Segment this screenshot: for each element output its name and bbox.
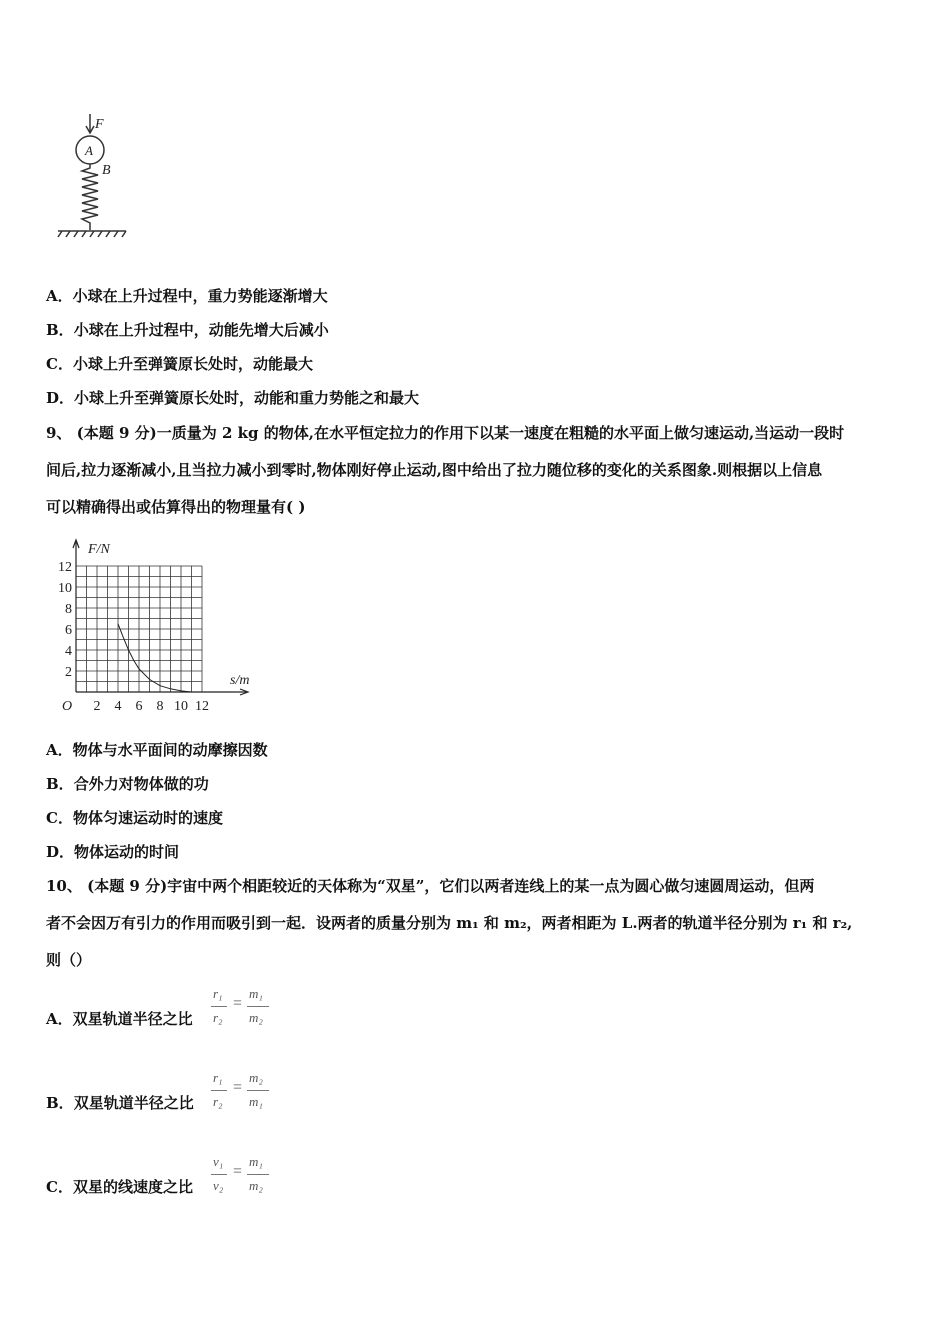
- q9-option-a[interactable]: [46, 740, 268, 760]
- q9-option-c[interactable]: [46, 808, 223, 828]
- formula-equals: =: [233, 1163, 243, 1180]
- y-tick-label: 12: [58, 560, 72, 575]
- formula-equals: =: [233, 995, 243, 1012]
- option-text: 双星轨道半径之比: [72, 1010, 193, 1028]
- option-letter: C．: [46, 1178, 73, 1196]
- q9-option-b[interactable]: [46, 774, 209, 794]
- y-tick-label: 6: [65, 623, 72, 638]
- formula-denominator-right: m₁: [249, 1094, 263, 1109]
- option-letter: D．: [46, 843, 75, 861]
- option-text: 小球在上升过程中，重力势能逐渐增大: [72, 287, 328, 305]
- fraction-bar: [211, 1174, 227, 1175]
- y-tick-label: 10: [58, 581, 72, 596]
- formula-numerator-right: m₁: [249, 1154, 263, 1169]
- option-text: 双星的线速度之比: [72, 1178, 193, 1196]
- formula-denominator-left: v₂: [213, 1178, 224, 1193]
- x-tick-label: 6: [135, 699, 143, 714]
- x-tick-label: 4: [114, 699, 122, 714]
- option-letter: C．: [46, 809, 73, 827]
- option-letter: C．: [46, 355, 73, 373]
- spring-b: [82, 164, 98, 230]
- fraction-bar: [247, 1006, 269, 1007]
- ball-label: A: [85, 143, 93, 158]
- formula-denominator-left: r₂: [213, 1010, 223, 1025]
- option-text: 双星轨道半径之比: [73, 1094, 194, 1112]
- option-text: 合外力对物体做的功: [73, 775, 209, 793]
- option-letter: A．: [46, 741, 73, 759]
- x-tick-label: 8: [156, 699, 164, 714]
- formula-numerator-right: m₂: [249, 1070, 263, 1085]
- option-letter: B．: [46, 321, 74, 339]
- q8-option-d[interactable]: [46, 388, 419, 408]
- q10-stem-line-1: 10、 (本题 9 分)宇宙中两个相距较近的天体称为“双星”，它们以两者连线上的某一点为圆心做匀速圆周运动，但两: [46, 877, 815, 895]
- origin-label: O: [62, 699, 73, 714]
- q10-stem-line-3: 则（）: [46, 951, 92, 969]
- force-displacement-chart: [46, 536, 266, 718]
- formula-numerator-left: v₁: [213, 1154, 224, 1169]
- x-tick-label: 2: [93, 699, 101, 714]
- option-text: 物体运动的时间: [74, 843, 180, 861]
- fraction-bar: [211, 1090, 227, 1091]
- formula-denominator-left: r₂: [213, 1094, 223, 1109]
- formula-equals: =: [233, 1079, 243, 1096]
- spring-ball-figure: [50, 108, 140, 240]
- fraction-bar: [247, 1090, 269, 1091]
- q9-stem-line-2: 间后,拉力逐渐减小,且当拉力减小到零时,物体刚好停止运动,图中给出了拉力随位移的变化的关系图象.则根据以上信息: [46, 461, 823, 479]
- fraction-bar: [211, 1006, 227, 1007]
- formula-numerator-left: r₁: [213, 1070, 223, 1085]
- q8-option-b[interactable]: [46, 320, 329, 340]
- option-text: 小球上升至弹簧原长处时，动能和重力势能之和最大: [74, 389, 420, 407]
- y-tick-label: 2: [65, 665, 72, 680]
- formula-numerator-right: m₁: [249, 986, 263, 1001]
- x-tick-label: 10: [174, 699, 188, 714]
- option-text: 物体匀速运动时的速度: [72, 809, 223, 827]
- option-letter: A．: [46, 287, 73, 305]
- option-letter: B．: [46, 1094, 74, 1112]
- q10-option-a[interactable]: [46, 1009, 193, 1029]
- y-tick-label: 4: [65, 644, 72, 659]
- formula-numerator-left: r₁: [213, 986, 223, 1001]
- option-text: 小球上升至弹簧原长处时，动能最大: [72, 355, 313, 373]
- x-axis-label: s/m: [230, 673, 250, 688]
- formula-denominator-right: m₂: [249, 1178, 263, 1193]
- option-letter: D．: [46, 389, 75, 407]
- q9-option-d[interactable]: [46, 842, 179, 862]
- option-text: 物体与水平面间的动摩擦因数: [72, 741, 268, 759]
- force-label: F: [95, 117, 104, 132]
- fraction-bar: [247, 1174, 269, 1175]
- option-letter: B．: [46, 775, 74, 793]
- spring-label: B: [102, 163, 111, 178]
- option-letter: A．: [46, 1010, 73, 1028]
- x-tick-label: 12: [195, 699, 209, 714]
- q8-option-c[interactable]: [46, 354, 313, 374]
- option-text: 小球在上升过程中，动能先增大后减小: [73, 321, 329, 339]
- q9-stem-line-1: 9、 (本题 9 分)一质量为 2 kg 的物体,在水平恒定拉力的作用下以某一速度在粗糙的水平面上做匀速运动,当运动一段时: [46, 424, 845, 442]
- q10-stem-line-2: 者不会因万有引力的作用而吸引到一起．设两者的质量分别为 m₁ 和 m₂，两者相距为 L.两者的轨道半径分别为 r₁ 和 r₂,: [46, 914, 853, 932]
- q10-option-b[interactable]: [46, 1093, 194, 1113]
- y-tick-label: 8: [65, 602, 72, 617]
- q9-stem-line-3: 可以精确得出或估算得出的物理量有( ): [46, 498, 306, 516]
- y-axis-label: F/N: [88, 542, 110, 557]
- q8-option-a[interactable]: [46, 286, 328, 306]
- q10-option-c[interactable]: [46, 1177, 193, 1197]
- formula-denominator-right: m₂: [249, 1010, 263, 1025]
